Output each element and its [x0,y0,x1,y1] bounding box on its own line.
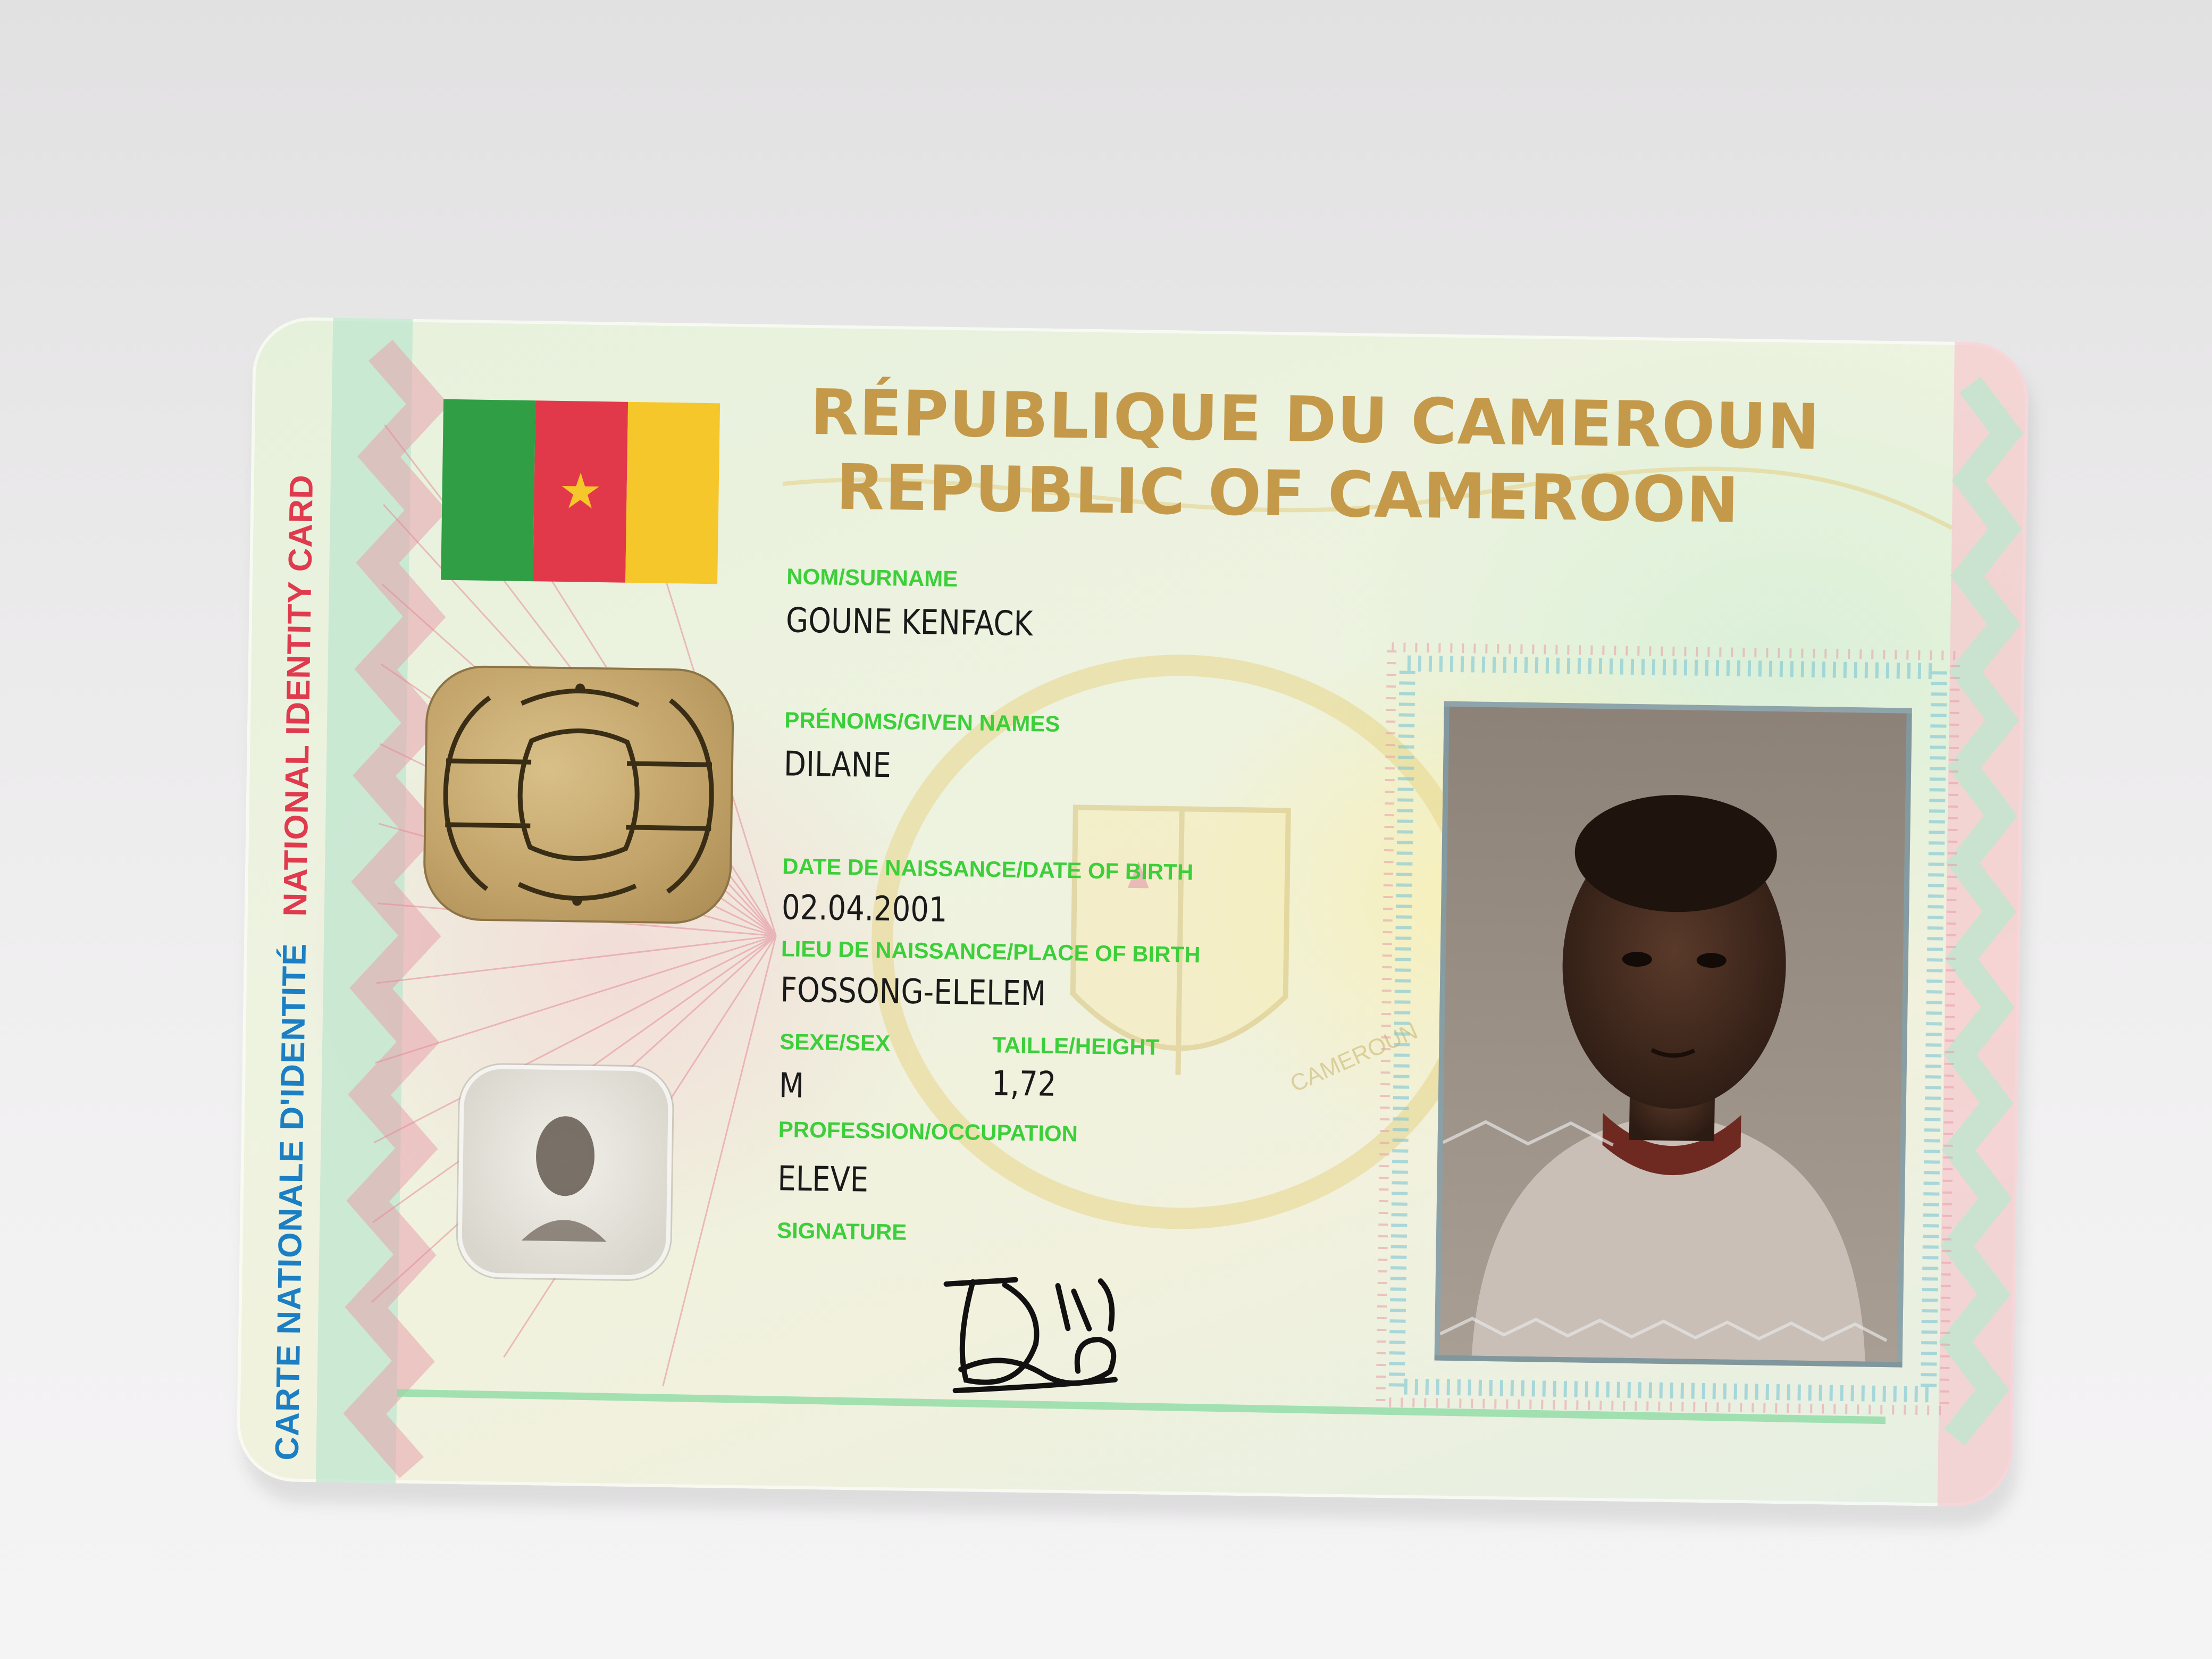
given-names-label: PRÉNOMS/GIVEN NAMES [784,707,1060,736]
signature-image [939,1263,1154,1404]
occupation-value: ELEVE [777,1159,869,1200]
sex-label: SEXE/SEX [779,1029,891,1056]
id-card [236,316,2029,1507]
given-names-value: DILANE [783,744,892,786]
ghost-portrait [457,1064,673,1280]
height-label: TAILLE/HEIGHT [992,1032,1160,1060]
occupation-label: PROFESSION/OCCUPATION [778,1117,1078,1146]
portrait-person-icon [1440,707,1907,1362]
star-icon: ★ [558,464,603,520]
dob-label: DATE DE NAISSANCE/DATE OF BIRTH [782,853,1194,885]
dob-value: 02.04.2001 [781,888,948,930]
pob-value: FOSSONG-ELELEM [780,970,1046,1014]
emblem-text: CAMEROUN [1286,1017,1422,1097]
flag-yellow-stripe [625,402,720,584]
ghost-face-icon [457,1064,673,1280]
vertical-title-fr: CARTE NATIONALE D'IDENTITÉ [269,943,313,1461]
sex-value: M [778,1066,805,1106]
flag-red-stripe [533,400,627,583]
country-title-fr: RÉPUBLIQUE DU CAMEROUN [809,375,1821,464]
surname-value: GOUNE KENFACK [785,601,1033,644]
portrait-photo [1435,701,1912,1368]
surname-label: NOM/SURNAME [786,564,958,592]
vertical-title-en: NATIONAL IDENTITY CARD [276,474,321,917]
chip-contacts [423,665,735,925]
country-title-en: REPUBLIC OF CAMEROON [835,450,1740,537]
flag-green-stripe [441,399,535,582]
left-zigzag-band [316,318,429,1484]
cameroon-flag [441,399,720,584]
signature-label: SIGNATURE [776,1218,907,1245]
chip-icon [423,665,735,925]
pob-label: LIEU DE NAISSANCE/PLACE OF BIRTH [781,936,1201,967]
height-value: 1,72 [991,1064,1057,1104]
